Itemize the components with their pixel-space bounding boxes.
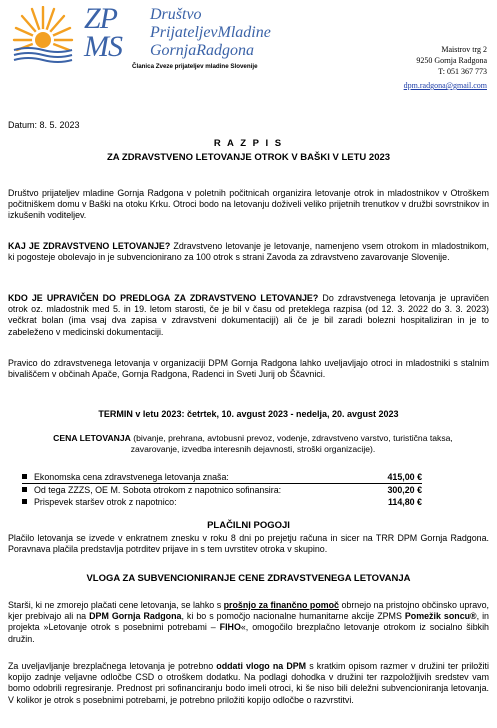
- address-block: [404, 44, 487, 91]
- eligibility-paragraph: Pravico do zdravstvenega letovanja v organizaciji DPM Gornja Radgona lahko uveljavljajo otroci in mladostniki s stalnim bivališčem v občinah Apače, Gornja Radgona, Radenci in Sveti Jurij ob Ščavnici.: [8, 358, 489, 380]
- price-description: [28, 433, 478, 455]
- price-item-value: 415,00 €: [387, 472, 422, 482]
- address-city: 9250 Gornja Radgona: [416, 56, 487, 65]
- price-item: [22, 496, 422, 508]
- q1-question: KAJ JE ZDRAVSTVENO LETOVANJE?: [8, 241, 171, 251]
- document-date: Datum: 8. 5. 2023: [8, 120, 80, 130]
- payment-paragraph: Plačilo letovanja se izvede v enkratnem znesku v roku 8 dni po prejetju računa in sicer na TRR DPM Gornja Radgona. Poravnava plačila predstavlja potrditev prijave in s tem uvrstitev otroka v skupino.: [8, 533, 489, 555]
- logo-letters-zp: ZP: [84, 2, 118, 35]
- price-item-label: Prispevek staršev otrok z napotnico:: [34, 497, 177, 507]
- text-run: «, omogočilo brezplačno letovanje otrokom iz socialno šibkih družin.: [8, 622, 489, 644]
- q2-paragraph: [8, 293, 489, 338]
- price-item-value: 114,80 €: [387, 497, 422, 507]
- document-subtitle: ZA ZDRAVSTVENO LETOVANJE OTROK V BAŠKI V LETU 2023: [106, 152, 391, 163]
- term-line: TERMIN v letu 2023: četrtek, 10. avgust 2023 - nedelja, 20. avgust 2023: [98, 409, 399, 419]
- bullet-icon: [22, 499, 27, 504]
- subsidy-paragraph-1: [8, 600, 489, 645]
- q2-question: KDO JE UPRAVIČEN DO PREDLOGA ZA ZDRAVSTVENO LETOVANJE?: [8, 293, 319, 303]
- org-bold-text: DPM Gornja Radgona: [89, 611, 182, 622]
- subsidy-heading: VLOGA ZA SUBVENCIONIRANJE CENE ZDRAVSTVENEGA LETOVANJA: [86, 573, 411, 584]
- org-name-line3: GornjaRadgona: [150, 42, 254, 59]
- fiho-bold-text: FIHO: [219, 622, 241, 633]
- member-tagline: Članica Zveze prijateljev mladine Slovenije: [132, 63, 258, 70]
- org-name-line1: Društvo: [150, 6, 202, 23]
- text-run: s kratkim opisom razmer v družini ter priložiti kopijo zadnje veljavne odločbe CSD o otroškem dodatku. Na podlagi dohodka v družini ter razpoložljivih sredstev vam bomo odobrili regresiranje. Prednost pri sofinanciranju bodo imeli otroci, ki še niso bili deležni subvencioniranja letovanja. V kolikor je otrok s posebnimi potrebami, je potrebno priložiti kopijo odločbe o razvrstitvi.: [8, 661, 489, 705]
- text-run: , in projekta »Letovanje otrok s posebnimi potrebami –: [8, 611, 489, 633]
- logo-letters-ms: MS: [84, 30, 122, 63]
- q1-answer: Zdravstveno letovanje je letovanje, namenjeno vsem otrokom in mladostnikom, ki pogosteje obolevajo in je subvencionirano za 100 otrok s strani Zavoda za zdravstveno zavarovanje Slovenije.: [8, 241, 489, 263]
- payment-heading: PLAČILNI POGOJI: [207, 520, 290, 531]
- text-run: Za uveljavljanje brezplačnega letovanja je potrebno: [8, 661, 217, 671]
- bullet-icon: [22, 474, 27, 479]
- subsidy-paragraph-2: [8, 661, 489, 706]
- address-street: Maistrov trg 2: [441, 45, 487, 54]
- text-run: Starši, ki ne zmorejo plačati cene letovanja, se lahko s: [8, 600, 224, 610]
- price-item: [22, 471, 422, 484]
- price-list: [22, 471, 422, 508]
- text-run: , ki bo s pomočjo nacionalne humanitarne akcije ZPMS: [181, 611, 405, 622]
- org-name-line2: PrijateljevMladine: [150, 24, 271, 41]
- price-item-label: Od tega ZZZS, OE M. Sobota otrokom z napotnico sofinansira:: [34, 485, 282, 495]
- price-heading: CENA LETOVANJA: [53, 433, 131, 443]
- sun-logo-icon: [8, 6, 78, 64]
- bullet-icon: [22, 487, 27, 492]
- price-desc-text: (bivanje, prehrana, avtobusni prevoz, vodenje, zdravstveno varstvo, turistična taksa, zavarovanje, izvedba interesnih dejavnosti, stroški organizacije).: [130, 433, 453, 455]
- campaign-bold-text: Pomežik soncu®: [404, 611, 477, 622]
- price-item-value: 300,20 €: [387, 485, 422, 495]
- intro-paragraph: Društvo prijateljev mladine Gornja Radgona v poletnih počitnicah organizira letovanje otrok in mladostnikov v Otroškem počitniškem domu v Baški na otoku Krku. Otroci bodo na letovanju doživeli veliko prijetnih trenutkov v družbi sovrstnikov in izkušenih voditeljev.: [8, 188, 489, 221]
- address-phone: T: 051 367 773: [438, 67, 487, 76]
- price-item-label: Ekonomska cena zdravstvenega letovanja znaša:: [34, 472, 229, 482]
- financial-help-text: prošnjo za finančno pomoč: [223, 600, 339, 610]
- price-item: [22, 484, 422, 496]
- q2-answer: Do zdravstvenega letovanja je upravičen otrok oz. mladostnik med 5. in 19. letom starosti, če je bil v času od preteklega razpisa (od 12. 3. 2022 do 3. 3. 2023) večkrat bolan (ima vsaj dva zapisa v zdravstveni dokumentaciji) ali če je bil zaradi bolezni hospitaliziran in je to zabeleženo v medicinski dokumentaciji.: [8, 293, 489, 337]
- text-run: obrnejo na pristojno občinsko upravo, kjer prebivajo ali na: [8, 600, 489, 622]
- q1-paragraph: [8, 241, 489, 263]
- email-link[interactable]: dpm.radgona@gmail.com: [403, 81, 487, 90]
- submit-request-bold-text: oddati vlogo na DPM: [216, 661, 307, 671]
- document-title: R A Z P I S: [213, 138, 284, 149]
